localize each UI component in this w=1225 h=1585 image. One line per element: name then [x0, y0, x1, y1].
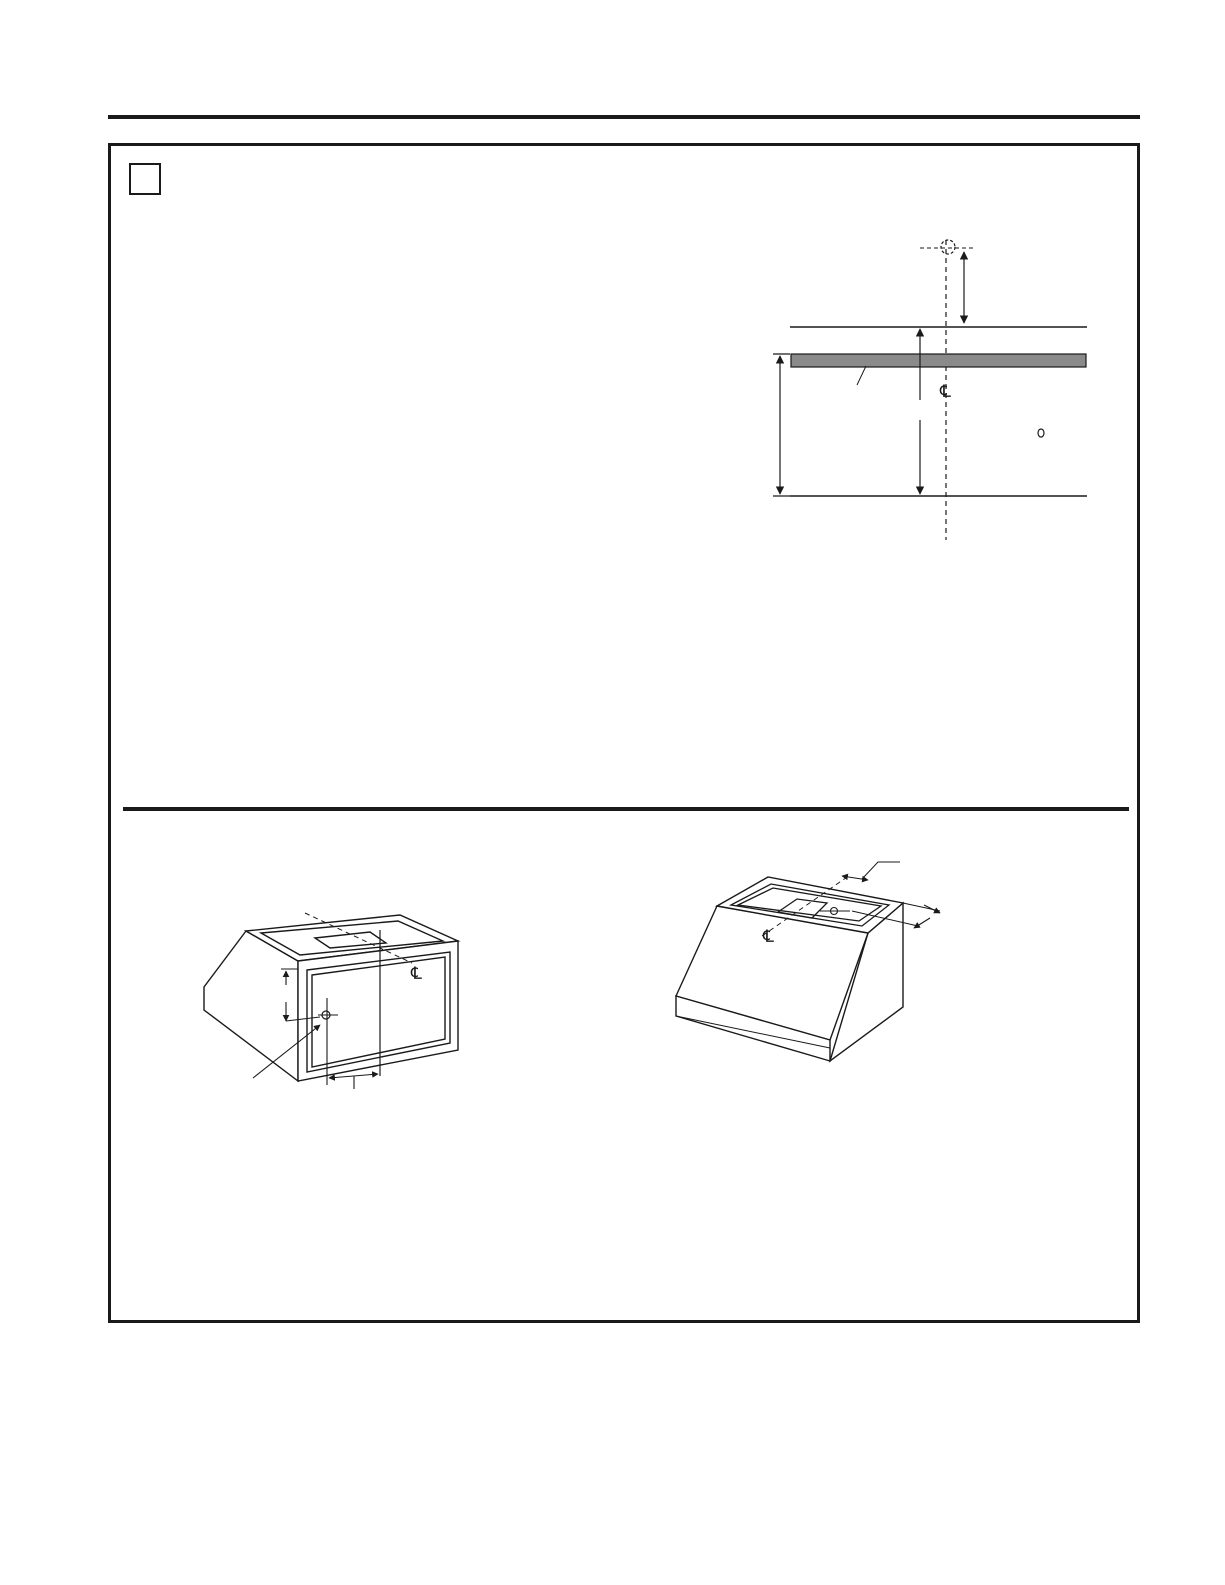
centerline-symbol-1: ℄ — [940, 382, 951, 401]
centerline-symbol-3: ℄ — [763, 927, 774, 946]
front-right-dimension-lower — [914, 918, 930, 928]
centerline-symbol-2: ℄ — [411, 964, 422, 983]
front-right-tick — [903, 903, 940, 911]
front-top-leader — [862, 862, 900, 879]
